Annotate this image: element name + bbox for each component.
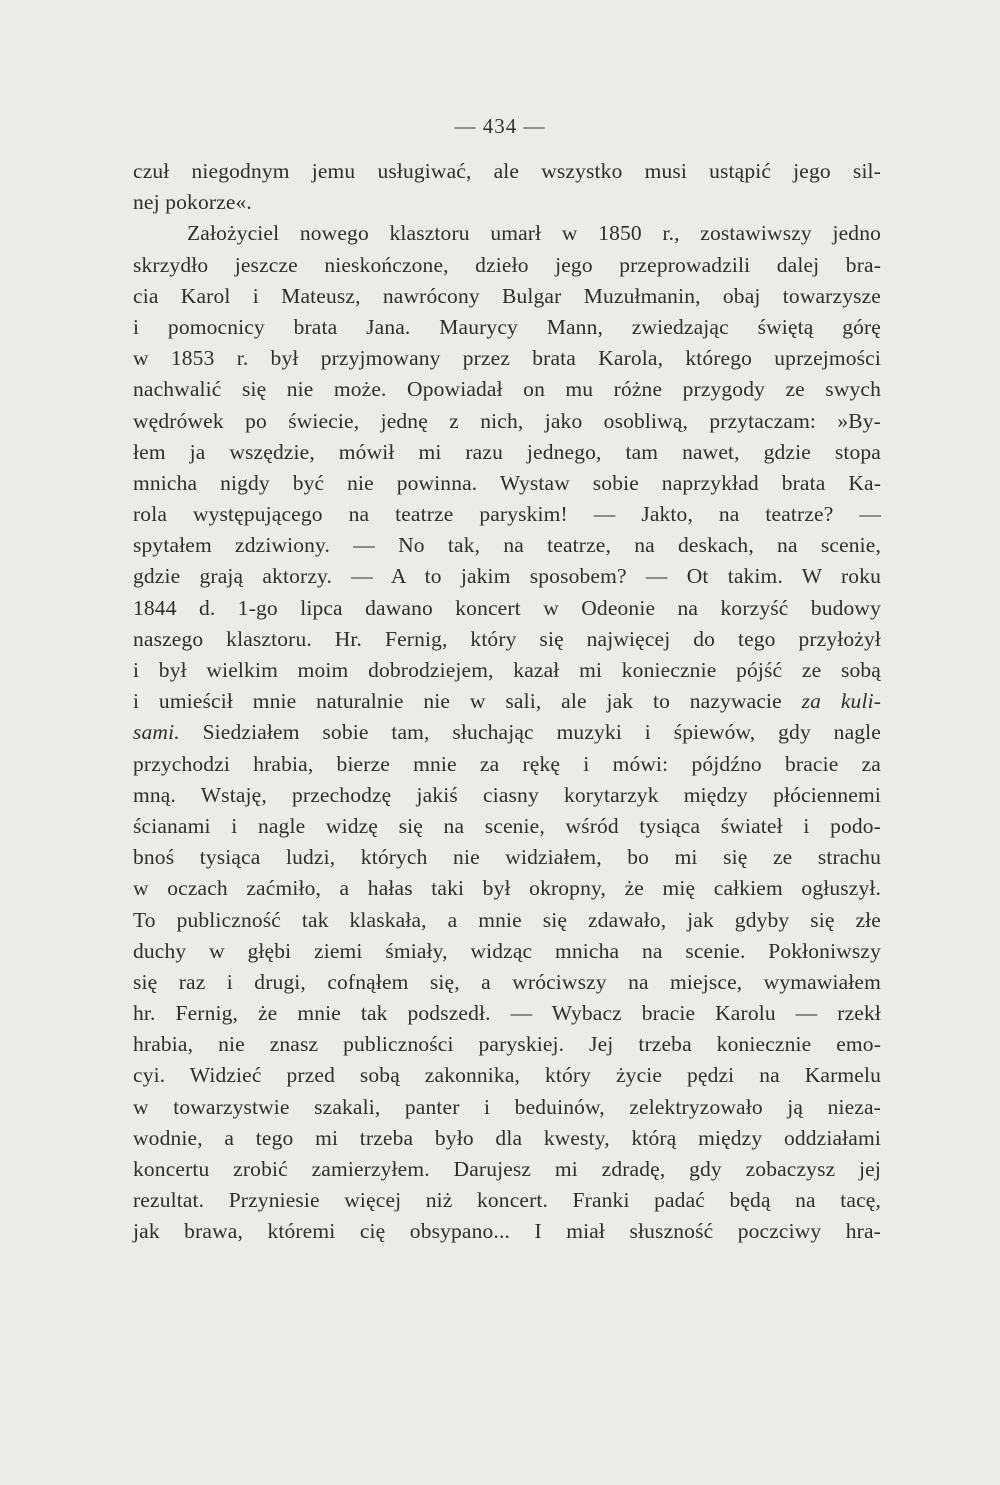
text-line: cia Karol i Mateusz, nawrócony Bulgar Muzułmanin, obaj towarzysze <box>133 283 881 308</box>
text-line: To publiczność tak klaskała, a mnie się zdawało, jak gdyby się złe <box>133 907 881 932</box>
body-text <box>133 156 881 1248</box>
text-line: czuł niegodnym jemu usługiwać, ale wszystko musi ustąpić jego sil- <box>133 159 881 183</box>
text-line: gdzie grają aktorzy. — A to jakim sposobem? — Ot takim. W roku <box>133 564 881 589</box>
text-line: przychodzi hrabia, bierze mnie za rękę i mówi: pójdźno bracie za <box>133 751 881 776</box>
italic-phrase: sami. <box>133 720 180 745</box>
text-line: nej pokorze«. <box>133 190 252 215</box>
text-line <box>133 717 881 748</box>
text-line: w 1853 r. był przyjmowany przez brata Karola, którego uprzejmości <box>133 346 881 371</box>
page-number: — 434 — <box>454 114 546 138</box>
text-line: skrzydło jeszcze nieskończone, dzieło jego przeprowadzili dalej bra- <box>133 252 881 277</box>
text-line: spytałem zdziwiony. — No tak, na teatrze, na deskach, na scenie, <box>133 533 881 558</box>
text-line <box>133 686 881 717</box>
text-line: naszego klasztoru. Hr. Fernig, który się najwięcej do tego przyłożył <box>133 626 881 651</box>
text-line: bnoś tysiąca ludzi, których nie widziałem, bo mi się ze strachu <box>133 845 881 870</box>
text-line: wędrówek po świecie, jednę z nich, jako osobliwą, przytaczam: »By- <box>133 408 881 433</box>
italic-phrase: za kuli- <box>801 689 882 714</box>
text-line: hr. Fernig, że mnie tak podszedł. — Wybacz bracie Karolu — rzekł <box>133 1001 881 1026</box>
text-line: w towarzystwie szakali, panter i beduinów, zelektryzowało ją nieza- <box>133 1094 881 1119</box>
text-line: i pomocnicy brata Jana. Maurycy Mann, zwiedzając świętą górę <box>133 314 881 339</box>
text-line-rest: Siedziałem sobie tam, słuchając muzyki i śpiewów, gdy nagle <box>179 720 881 745</box>
text-line: rola występującego na teatrze paryskim! — Jakto, na teatrze? — <box>133 502 881 527</box>
text-line-main: i umieścił mnie naturalnie nie w sali, ale jak to nazywacie <box>133 689 782 714</box>
text-line: mną. Wstaję, przechodzę jakiś ciasny korytarzyk między płóciennemi <box>133 782 881 807</box>
text-line: cyi. Widzieć przed sobą zakonnika, który życie pędzi na Karmelu <box>133 1063 881 1088</box>
text-line: wodnie, a tego mi trzeba było dla kwesty, którą między oddziałami <box>133 1125 881 1150</box>
text-line: duchy w głębi ziemi śmiały, widząc mnicha na scenie. Pokłoniwszy <box>133 938 881 963</box>
text-line: ścianami i nagle widzę się na scenie, wśród tysiąca świateł i podo- <box>133 813 881 838</box>
text-line: Założyciel nowego klasztoru umarł w 1850 r., zostawiwszy jedno <box>187 221 881 246</box>
text-line: łem ja wszędzie, mówił mi razu jednego, tam nawet, gdzie stopa <box>133 439 881 464</box>
text-line: w oczach zaćmiło, a hałas taki był okropny, że mię całkiem ogłuszył. <box>133 876 881 901</box>
text-line: 1844 d. 1-go lipca dawano koncert w Odeonie na korzyść budowy <box>133 595 881 620</box>
text-line: i był wielkim moim dobrodziejem, kazał mi koniecznie pójść ze sobą <box>133 658 881 682</box>
text-line: jak brawa, któremi cię obsypano... I miał słuszność poczciwy hra- <box>133 1219 881 1244</box>
text-line: rezultat. Przyniesie więcej niż koncert. Franki padać będą na tacę, <box>133 1188 881 1213</box>
text-line: koncertu zrobić zamierzyłem. Darujesz mi zdradę, gdy zobaczysz jej <box>133 1157 881 1181</box>
text-line: się raz i drugi, cofnąłem się, a wróciwszy na miejsce, wymawiałem <box>133 969 881 994</box>
text-line: nachwalić się nie może. Opowiadał on mu różne przygody ze swych <box>133 377 881 402</box>
text-line: hrabia, nie znasz publiczności paryskiej. Jej trzeba koniecznie emo- <box>133 1032 881 1057</box>
text-line: mnicha nigdy być nie powinna. Wystaw sobie naprzykład brata Ka- <box>133 470 881 495</box>
